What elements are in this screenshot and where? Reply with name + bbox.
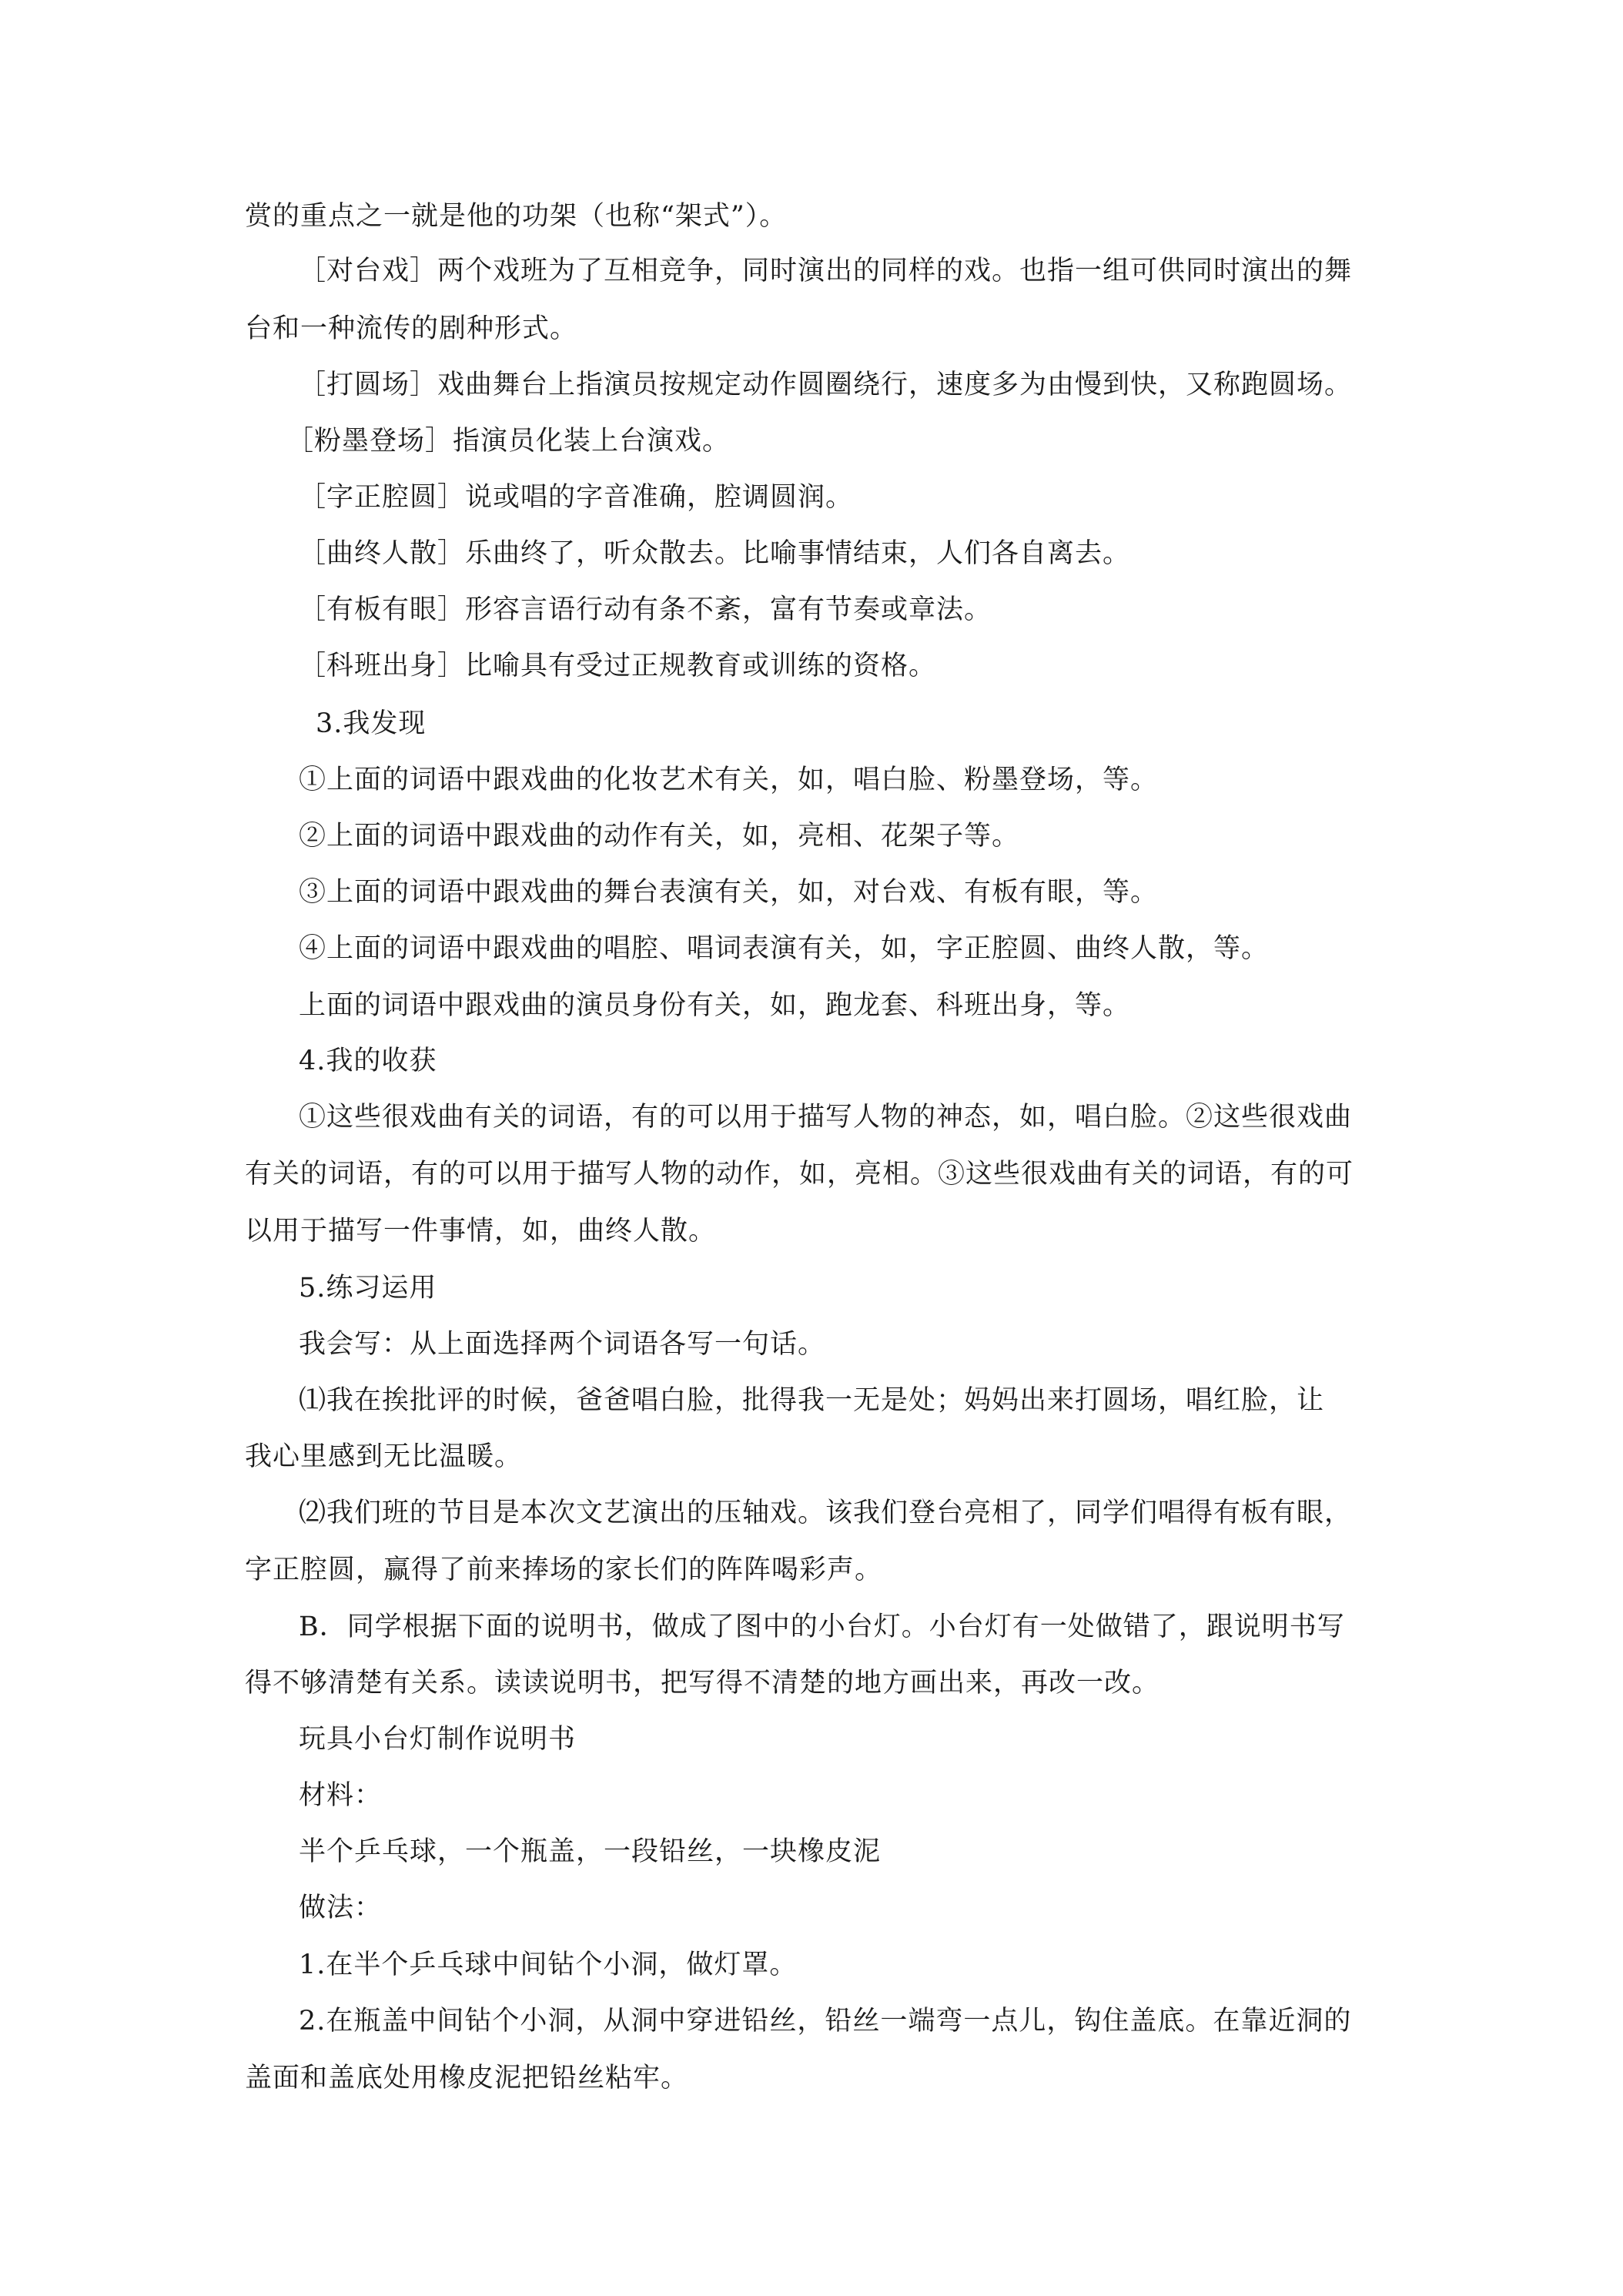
text-line: ③上面的词语中跟戏曲的舞台表演有关，如，对台戏、有板有眼，等。	[299, 877, 1159, 908]
text-line: 盖面和盖底处用橡皮泥把铅丝粘牢。	[245, 2063, 689, 2094]
text-line: 半个乒乓球，一个瓶盖，一段铅丝，一块橡皮泥	[299, 1836, 882, 1867]
text-line: ①这些很戏曲有关的词语，有的可以用于描写人物的神态，如，唱白脸。②这些很戏曲	[299, 1102, 1353, 1133]
text-line: ⑴我在挨批评的时候，爸爸唱白脸，批得我一无是处；妈妈出来打圆场，唱红脸，让	[299, 1385, 1325, 1416]
text-line: ②上面的词语中跟戏曲的动作有关，如，亮相、花架子等。	[299, 821, 1020, 852]
text-line: ［有板有眼］形容言语行动有条不紊，富有节奏或章法。	[299, 594, 992, 625]
text-line: ［打圆场］戏曲舞台上指演员按规定动作圆圈绕行，速度多为由慢到快，又称跑圆场。	[299, 370, 1353, 400]
text-line: ［粉墨登场］指演员化装上台演戏。	[286, 426, 731, 457]
text-line: 做法：	[299, 1893, 383, 1923]
text-line: 我心里感到无比温暖。	[245, 1441, 523, 1472]
text-line: 以用于描写一件事情，如，曲终人散。	[245, 1216, 717, 1247]
text-line: ［字正腔圆］说或唱的字音准确，腔调圆润。	[299, 482, 854, 513]
text-line: ④上面的词语中跟戏曲的唱腔、唱词表演有关，如，字正腔圆、曲终人散，等。	[299, 933, 1270, 964]
text-line: 2.在瓶盖中间钻个小洞，从洞中穿进铅丝，铅丝一端弯一点儿，钩住盖底。在靠近洞的	[299, 2006, 1352, 2037]
text-line: 3.我发现	[316, 708, 427, 739]
text-line: ［对台戏］两个戏班为了互相竞争，同时演出的同样的戏。也指一组可供同时演出的舞	[299, 256, 1353, 286]
text-line: 赏的重点之一就是他的功架（也称“架式”）。	[245, 201, 788, 232]
text-line: 上面的词语中跟戏曲的演员身份有关，如，跑龙套、科班出身，等。	[299, 990, 1131, 1021]
text-line: 得不够清楚有关系。读读说明书，把写得不清楚的地方画出来，再改一改。	[245, 1668, 1160, 1699]
text-line: 5.练习运用	[299, 1273, 437, 1304]
text-line: ［曲终人散］乐曲终了，听众散去。比喻事情结束，人们各自离去。	[299, 538, 1131, 569]
text-line: 我会写：从上面选择两个词语各写一句话。	[299, 1329, 826, 1360]
text-line: 字正腔圆，赢得了前来捧场的家长们的阵阵喝彩声。	[245, 1555, 883, 1585]
text-line: 材料：	[299, 1780, 383, 1811]
text-line: 台和一种流传的剧种形式。	[245, 313, 578, 344]
text-line: B．同学根据下面的说明书，做成了图中的小台灯。小台灯有一处做错了，跟说明书写	[299, 1612, 1345, 1642]
text-line: ［科班出身］比喻具有受过正规教育或训练的资格。	[299, 651, 937, 681]
text-line: 有关的词语，有的可以用于描写人物的动作，如，亮相。③这些很戏曲有关的词语，有的可	[245, 1159, 1354, 1190]
text-line: ⑵我们班的节目是本次文艺演出的压轴戏。该我们登台亮相了，同学们唱得有板有眼，	[299, 1498, 1353, 1528]
text-line: 玩具小台灯制作说明书	[299, 1724, 577, 1755]
text-line: 1.在半个乒乓球中间钻个小洞，做灯罩。	[299, 1950, 798, 1980]
text-line: 4.我的收获	[299, 1046, 437, 1076]
text-line: ①上面的词语中跟戏曲的化妆艺术有关，如，唱白脸、粉墨登场，等。	[299, 765, 1159, 795]
